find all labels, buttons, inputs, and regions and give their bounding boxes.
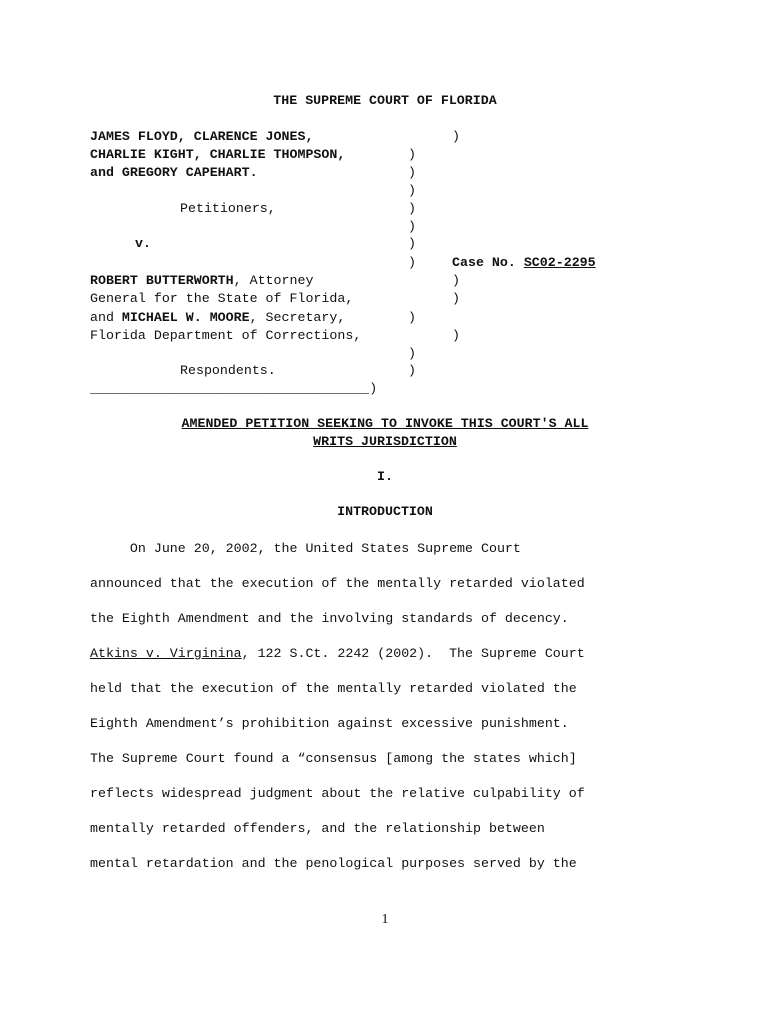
body-line-10: mental retardation and the penological purposes served by the (90, 856, 577, 871)
body-line-3: the Eighth Amendment and the involving standards of decency. (90, 611, 569, 626)
body-line-8: reflects widespread judgment about the relative culpability of (90, 786, 585, 801)
court-title: THE SUPREME COURT OF FLORIDA (273, 93, 497, 108)
section-title: INTRODUCTION (337, 504, 433, 519)
caption-paren: ) (408, 236, 416, 251)
petitioners-role: Petitioners, (180, 201, 276, 216)
respondent-1-title: , Attorney (233, 273, 314, 288)
document-heading-line-1: AMENDED PETITION SEEKING TO INVOKE THIS COURT'S ALL (181, 416, 589, 431)
body-line-6: Eighth Amendment’s prohibition against excessive punishment. (90, 716, 569, 731)
body-line-2: announced that the execution of the mentally retarded violated (90, 576, 585, 591)
body-line-1: On June 20, 2002, the United States Supreme Court (90, 541, 521, 556)
document-heading-line-2: WRITS JURISDICTION (313, 434, 457, 449)
caption-bottom-rule: ___________________________________) (90, 381, 378, 396)
caption-paren: ) (408, 165, 416, 180)
body-line-7: The Supreme Court found a “consensus [among the states which] (90, 751, 577, 766)
caption-paren: ) (452, 129, 460, 144)
caption-paren: ) (408, 346, 416, 361)
caption-paren: ) (408, 219, 416, 234)
case-number-line (452, 254, 596, 272)
caption-paren: ) (408, 255, 416, 270)
case-number-label: Case No. (452, 255, 524, 270)
respondent-1-line-2: General for the State of Florida, (90, 291, 354, 306)
body-line-4 (90, 645, 585, 663)
respondent-2-line-2: Florida Department of Corrections, (90, 328, 362, 343)
body-line-9: mentally retarded offenders, and the relationship between (90, 821, 545, 836)
caption-paren: ) (408, 310, 416, 325)
petitioners-line-1: JAMES FLOYD, CLARENCE JONES, (90, 129, 314, 144)
caption-paren: ) (408, 183, 416, 198)
respondent-2-name: MICHAEL W. MOORE (121, 310, 250, 325)
respondent-2-prefix: and (90, 310, 122, 325)
page-number: 1 (381, 912, 389, 927)
caption-paren: ) (408, 363, 416, 378)
caption-paren: ) (452, 273, 460, 288)
caption-paren: ) (452, 291, 460, 306)
case-number: SC02-2295 (523, 255, 596, 270)
respondent-1-line-1 (90, 272, 313, 290)
caption-paren: ) (408, 201, 416, 216)
caption-paren: ) (452, 328, 460, 343)
section-number: I. (377, 469, 393, 484)
versus-label: v. (135, 236, 151, 251)
citation-rest: , 122 S.Ct. 2242 (2002). The Supreme Court (241, 646, 585, 661)
respondent-1-name: ROBERT BUTTERWORTH (90, 273, 234, 288)
caption-paren: ) (408, 147, 416, 162)
petitioners-line-2: CHARLIE KIGHT, CHARLIE THOMPSON, (90, 147, 346, 162)
respondents-role: Respondents. (180, 363, 276, 378)
case-citation: Atkins v. Virginina (90, 646, 242, 661)
body-line-5: held that the execution of the mentally retarded violated the (90, 681, 577, 696)
respondent-2-title: , Secretary, (249, 310, 346, 325)
petitioners-line-3: and GREGORY CAPEHART. (90, 165, 258, 180)
respondent-2-line-1 (90, 309, 345, 327)
